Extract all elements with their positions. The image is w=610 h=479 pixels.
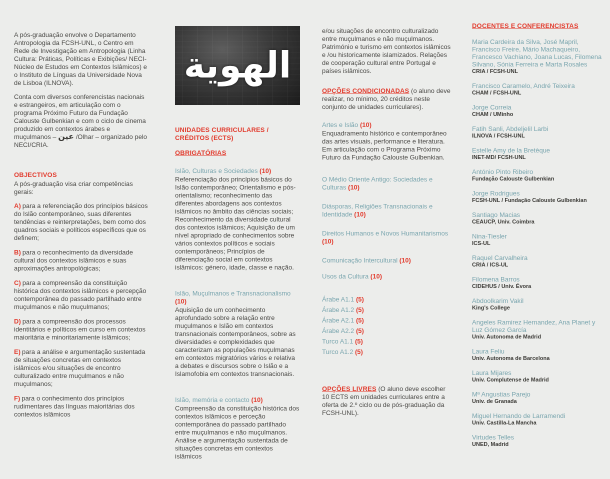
course-title: Islão, Culturas e Sociedades bbox=[175, 167, 258, 175]
course-title: O Médio Oriente Antigo: Sociedades e Culturas bbox=[322, 175, 433, 191]
course-title: Usos da Cultura bbox=[322, 272, 369, 280]
objective-text: para a referenciação dos princípios básicos do Islão contemporâneo, suas diferentes tendências e reinterpretações, bem como dos quadros sociais e políticos específicos que os definem; bbox=[14, 202, 148, 242]
lecturer-names: Nina-Tiesler bbox=[472, 232, 507, 240]
course-title-line bbox=[175, 290, 300, 306]
course-credits: (10) bbox=[354, 210, 366, 218]
objective-item-f bbox=[14, 395, 148, 419]
course-title: Direitos Humanos e Novos Humanitarismos bbox=[322, 229, 449, 237]
objective-letter: C) bbox=[14, 279, 21, 287]
lecturer-entry bbox=[472, 38, 603, 75]
lecturer-affiliation: FCSH-UNL / Fundação Calouste Gulbenkian bbox=[472, 197, 587, 204]
free-options-note: (O aluno deve escolher 10 ECTS em unidades curriculares entre a oferta de 2.º ciclo ou de pós-graduação da FCSH-UNL). bbox=[322, 385, 446, 417]
conditional-options-block bbox=[322, 87, 454, 111]
lecturer-affiliation: Univ. Complutense de Madrid bbox=[472, 377, 549, 383]
lecturer-entry bbox=[472, 369, 603, 384]
lecturer-names: Maria Cardeira da Silva, José Mapril, Francisco Freire, Mário Machaqueiro, Francesco Vachiano, Joana Lucas, Filomena Silvano, Sónia Ferreira e Marta Rosales bbox=[472, 38, 602, 68]
course-title: Árabe A1.2 bbox=[322, 306, 355, 314]
identity-banner-image bbox=[175, 26, 300, 105]
lecturer-names: António Pinto Ribeiro bbox=[472, 168, 534, 176]
arabic-title-al-huwiyya: الهوية bbox=[183, 45, 292, 86]
course-islao-muculmanos bbox=[175, 290, 300, 379]
course-credits: (10) bbox=[359, 121, 372, 129]
objective-letter: E) bbox=[14, 348, 21, 356]
language-course-list bbox=[322, 296, 454, 357]
course-title: Islão, Muçulmanos e Transnacionalismo bbox=[175, 289, 291, 297]
course-credits: (10) bbox=[348, 183, 360, 191]
intro-paragraph-2 bbox=[14, 93, 148, 149]
lecturer-affiliation: CRIA / ICS-UL bbox=[472, 262, 509, 268]
lecturer-entry bbox=[472, 82, 603, 97]
language-course-arabe-a12 bbox=[322, 306, 454, 314]
objectives-intro: A pós-graduação visa criar competências gerais: bbox=[14, 180, 133, 196]
option-course-direitos-humanos bbox=[322, 230, 454, 246]
option-course-usos-cultura bbox=[322, 273, 454, 281]
arabic-word-ain: عين bbox=[58, 132, 75, 141]
course-description: Compreensão da constituição histórica dos contextos islâmicos e perceção contemporânea do passado partilhado entre muçulmanos e não muçulmanos. Análise e argumentação sustentada de situações concretas em contextos islâmicos bbox=[175, 404, 300, 460]
lecturer-affiliation: UNED, Madrid bbox=[472, 441, 509, 448]
objective-letter: F) bbox=[14, 394, 21, 402]
language-course-arabe-a11 bbox=[322, 296, 454, 304]
objective-letter: A) bbox=[14, 202, 21, 210]
course-islao-memoria bbox=[175, 396, 300, 461]
lecturer-affiliation: Univ. Castilla-La Mancha bbox=[472, 420, 537, 426]
course-title: Turco A1.1 bbox=[322, 337, 354, 345]
course-description: Aquisição de um conhecimento aprofundado sobre a relação entre muçulmanos e Islão em contextos transnacionais contemporâneos, sobre as diversidades e complexidades que caracterizam as populações muçulmanas em contextos migratórios vários e relativa a debates e discursos sobre o Islão e a Islamofobia em contextos transnacionais. bbox=[175, 306, 296, 378]
course-credits: (10) bbox=[175, 297, 187, 305]
lecturer-names: Jorge Correia bbox=[472, 103, 512, 111]
language-course-arabe-a22 bbox=[322, 327, 454, 335]
lecturer-entry bbox=[472, 147, 603, 162]
option-course-medio-oriente bbox=[322, 176, 454, 192]
objective-text: para o conhecimento dos princípios rudimentares das línguas maioritárias dos contextos islâmicos bbox=[14, 394, 135, 418]
objective-text: para a compreensão dos processos identitários e políticos em curso em contextos maioritária e minoritariamente islâmicos; bbox=[14, 317, 146, 341]
lecturer-entry bbox=[472, 125, 603, 140]
lecturer-entry bbox=[472, 319, 603, 341]
lecturers-heading: DOCENTES E CONFERENCISTAS bbox=[472, 22, 579, 30]
lecturer-names: Filomena Barros bbox=[472, 275, 520, 283]
objectives-heading: OBJECTIVOS bbox=[14, 171, 57, 179]
course-title-line bbox=[175, 167, 300, 175]
conditional-options-heading: OPÇÕES CONDICIONADAS bbox=[322, 87, 410, 95]
lecturer-entry bbox=[472, 391, 603, 406]
intro-objectives-column bbox=[14, 31, 148, 425]
objective-text: para o reconhecimento da diversidade cultural dos contextos islâmicos e suas aproximações antropológicas; bbox=[14, 248, 133, 272]
course-credits: (5) bbox=[355, 295, 364, 303]
lecturer-names: Laura Feliu bbox=[472, 347, 505, 355]
lecturer-names: Virtudes Telles bbox=[472, 433, 515, 441]
lecturer-affiliation: King's College bbox=[472, 305, 510, 311]
intro-paragraph-2-text: Conta com diversos conferencistas nacionais e estrangeiros, em articulação com o programa Próximo Futuro da Fundação Calouste Gulbenkian e com o ciclo de cinema produzido em contextos árabes e muçulmanos – bbox=[14, 93, 146, 141]
objective-letter: B) bbox=[14, 248, 21, 256]
course-description-continuation: e/ou situações de encontro culturalizado entre muçulmanos e não muçulmanos. Património e turismo em contextos islâmicos e /ou historicamente islamizados. Relações de cooperação cultural entre Portugal e países islâmicos. bbox=[322, 27, 451, 75]
lecturer-affiliation: INET-MD/ FCSH-UNL bbox=[472, 154, 526, 161]
options-column bbox=[322, 27, 454, 423]
lecturer-entry bbox=[472, 211, 603, 226]
course-title: Diásporas, Religiões Transnacionais e Identidade bbox=[322, 202, 433, 218]
lecturer-entry bbox=[472, 348, 603, 363]
course-title-line bbox=[175, 396, 300, 404]
course-description: Referenciação dos princípios básicos do Islão contemporâneo; Orientalismo e pós-orientalismo; reconhecimento das diferentes abordagens aos contextos islâmicos no âmbito das ciências sociais; Reconhecimento da diversidade cultural dos contextos islâmicos; Aquisição de um nível apropriado de conhecimentos sobre vários contextos políticos e sociais contemporâneos; Princípios de diferenciação social em contextos islâmicos: género, idade, classe e nação. bbox=[175, 175, 296, 271]
objective-item-d bbox=[14, 318, 148, 342]
lecturer-affiliation: CHAM / UMinho bbox=[472, 111, 514, 118]
course-title-line bbox=[322, 121, 454, 129]
lecturer-affiliation: ILNOVA / FCSH-UNL bbox=[472, 133, 525, 139]
lecturer-entry bbox=[472, 233, 603, 248]
lecturer-entry bbox=[472, 434, 603, 449]
course-credits: (10) bbox=[322, 237, 334, 245]
objective-item-a bbox=[14, 202, 148, 242]
language-course-turco-a11 bbox=[322, 338, 454, 346]
intro-paragraph-1: A pós-graduação envolve o Departamento Antropologia da FCSH-UNL, o Centro em Rede de Investigação em Antropologia (Linha Cultura: Práticas, Políticas e Exibições/ NECI-Núcleo de Estudos em Contextos Islâmicos) e o Instituto de Línguas da Universidade Nova de Lisboa (ILNOVA). bbox=[14, 31, 147, 87]
lecturers-column bbox=[472, 22, 603, 455]
lecturer-affiliation: CEAUCP, Univ. Coimbra bbox=[472, 219, 535, 225]
lecturer-affiliation: Univ. Autonoma de Barcelona bbox=[472, 355, 550, 362]
lecturer-entry bbox=[472, 276, 603, 291]
intro-paragraph-2-tail: /Olhar – organizado pelo NECI/CRIA. bbox=[14, 133, 147, 149]
lecturer-names: Francisco Caramelo, André Teixeira bbox=[472, 82, 575, 90]
course-credits: (10) bbox=[259, 167, 272, 175]
lecturer-entry bbox=[472, 104, 603, 119]
free-options-block bbox=[322, 385, 454, 417]
lecturer-names: Miguel Hernando de Larramendi bbox=[472, 412, 566, 420]
lecturer-affiliation: CIDEHUS / Univ. Évora bbox=[472, 283, 532, 290]
free-options-heading: OPÇÕES LIVRES bbox=[322, 385, 377, 393]
lecturer-names: Estelle Amy de la Bretèque bbox=[472, 146, 551, 154]
course-title: Árabe A1.1 bbox=[322, 295, 355, 303]
lecturer-affiliation: Univ. Autonoma de Madrid bbox=[472, 334, 542, 340]
lecturer-entry bbox=[472, 297, 603, 312]
course-title: Comunicação Intercultural bbox=[322, 256, 398, 264]
lecturer-affiliation: CHAM / FCSH-UNL bbox=[472, 90, 522, 96]
lecturer-names: Fatih Sanli, Abdeljelil Larbi bbox=[472, 125, 549, 133]
course-credits: (10) bbox=[370, 272, 382, 280]
objective-item-e bbox=[14, 348, 148, 388]
lecturer-entry bbox=[472, 254, 603, 269]
course-title: Árabe A2.1 bbox=[322, 316, 355, 324]
lecturer-entry bbox=[472, 412, 603, 427]
language-course-turco-a12 bbox=[322, 348, 454, 356]
objective-item-c bbox=[14, 279, 148, 311]
mandatory-units-heading: OBRIGATÓRIAS bbox=[175, 149, 227, 157]
conditional-options-note: (o aluno deve realizar, no mínimo, 20 créditos neste conjunto de unidades curriculares). bbox=[322, 87, 451, 111]
course-title: Turco A1.2 bbox=[322, 348, 354, 356]
course-credits: (5) bbox=[355, 306, 364, 314]
lecturer-names: Angeles Ramirez Hernandez, Ana Planet y Luz Gómez García bbox=[472, 318, 596, 334]
objective-item-b bbox=[14, 249, 148, 273]
course-credits: (5) bbox=[355, 316, 364, 324]
course-title: Árabe A2.2 bbox=[322, 327, 355, 335]
course-credits: (10) bbox=[399, 256, 411, 264]
lecturer-entry bbox=[472, 168, 603, 183]
course-islao-culturas bbox=[175, 167, 300, 272]
course-credits: (5) bbox=[355, 327, 364, 335]
course-credits: (5) bbox=[355, 348, 363, 356]
course-credits: (10) bbox=[251, 396, 263, 404]
objective-letter: D) bbox=[14, 317, 21, 325]
lecturer-entry bbox=[472, 190, 603, 205]
course-title: Islão, memória e contacto bbox=[175, 396, 250, 404]
objective-text: para a análise e argumentação sustentada de situações concretas em contextos islâmicos e/ou situações de encontro culturalizado entre muçulmanos e não muçulmanos; bbox=[14, 348, 146, 388]
option-course-comunicacao bbox=[322, 257, 454, 265]
lecturer-affiliation: Univ. de Granada bbox=[472, 398, 517, 405]
lecturer-affiliation: CRIA / FCSH-UNL bbox=[472, 68, 518, 75]
lecturer-affiliation: ICS-UL bbox=[472, 240, 491, 247]
lecturer-names: Mª Angustias Parejo bbox=[472, 390, 531, 398]
language-course-arabe-a21 bbox=[322, 317, 454, 325]
lecturer-names: Santiago Macias bbox=[472, 211, 521, 219]
curricular-units-column bbox=[175, 26, 300, 479]
objective-text: para a compreensão da constituição histórica dos contextos islâmicos e percepção contemporânea do passado partilhado entre muçulmanos e não muçulmanos; bbox=[14, 279, 147, 311]
option-course-diasporas bbox=[322, 203, 454, 219]
lecturer-affiliation: Fundação Calouste Gulbenkian bbox=[472, 176, 555, 182]
course-artes-islao bbox=[322, 121, 454, 162]
curricular-units-heading: UNIDADES CURRICULARES / CRÉDITOS (ECTS) bbox=[175, 126, 269, 142]
lecturer-names: Laura Mijares bbox=[472, 369, 512, 377]
lecturer-names: Abdoolkarim Vakil bbox=[472, 297, 524, 305]
course-credits: (5) bbox=[355, 337, 363, 345]
course-title: Artes e Islão bbox=[322, 121, 359, 129]
lecturer-names: Jorge Rodrigues bbox=[472, 189, 520, 197]
lecturer-names: Raquel Carvalheira bbox=[472, 254, 528, 262]
course-description: Enquadramento histórico e contemporâneo das artes visuais, performance e literatura. Em articulação com o Programa Próximo Futuro da Fundação Calouste Gulbenkian. bbox=[322, 129, 447, 161]
